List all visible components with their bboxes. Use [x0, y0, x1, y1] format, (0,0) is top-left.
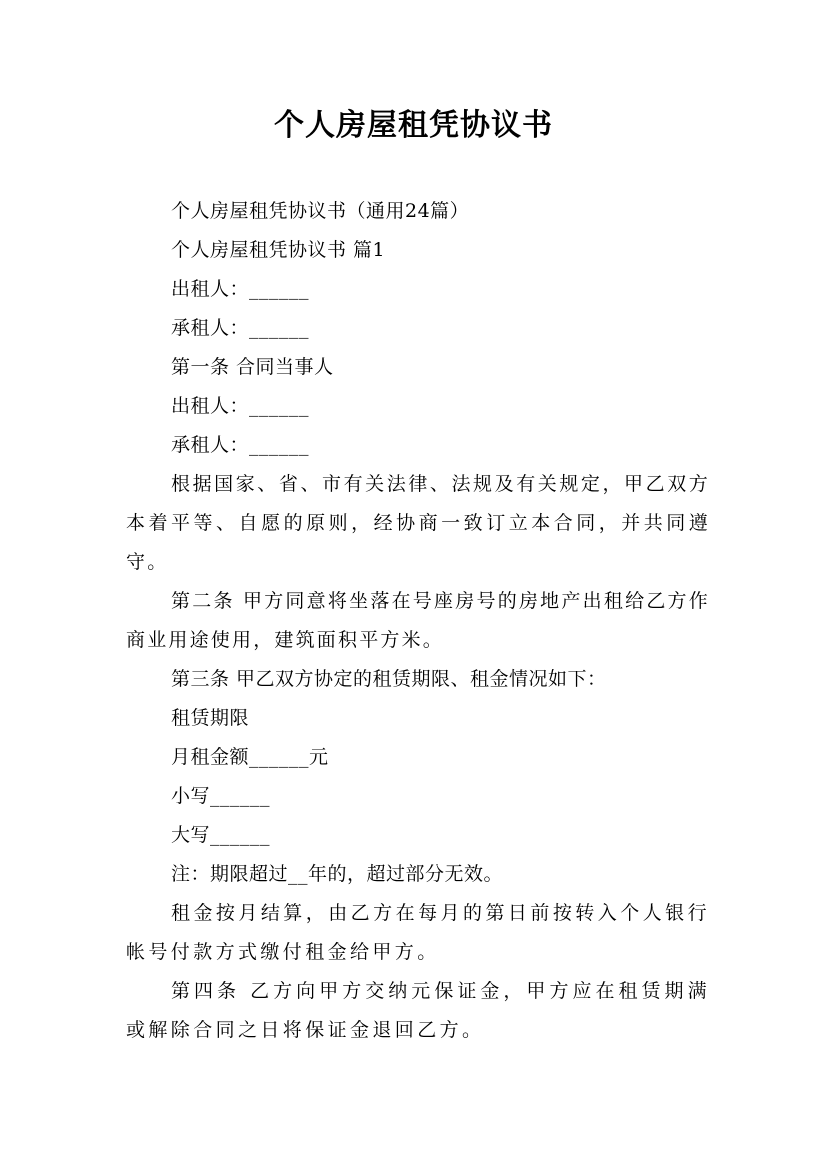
article-4-paragraph: 第四条 乙方向甲方交纳元保证金，甲方应在租赁期满或解除合同之日将保证金退回乙方。 — [126, 980, 710, 1041]
lessee-field: 承租人：______ — [171, 434, 310, 456]
preamble-paragraph: 根据国家、省、市有关法律、法规及有关规定，甲乙双方本着平等、自愿的原则，经协商一致订立本合同，并共同遵守。 — [126, 473, 710, 573]
lease-term-line: 租赁期限 — [171, 707, 250, 729]
document-body — [126, 192, 710, 1050]
rent-payment-paragraph: 租金按月结算，由乙方在每月的第日前按转入个人银行帐号付款方式缴付租金给甲方。 — [126, 902, 710, 963]
note-line: 注：期限超过__年的，超过部分无效。 — [171, 863, 504, 885]
article-1-heading: 第一条 合同当事人 — [171, 356, 334, 378]
article-2-paragraph: 第二条 甲方同意将坐落在号座房号的房地产出租给乙方作商业用途使用，建筑面积平方米。 — [126, 590, 710, 651]
lessee-field: 承租人：______ — [171, 317, 310, 339]
monthly-rent-field: 月租金额______元 — [171, 746, 329, 768]
subtitle-line: 个人房屋租凭协议书（通用24篇） — [171, 200, 470, 222]
lessor-field: 出租人：______ — [171, 278, 310, 300]
section-heading: 个人房屋租凭协议书 篇1 — [171, 239, 386, 261]
amount-figures-field: 小写______ — [171, 785, 271, 807]
lessor-field: 出租人：______ — [171, 395, 310, 417]
article-3-heading: 第三条 甲乙双方协定的租赁期限、租金情况如下： — [171, 668, 607, 690]
amount-words-field: 大写______ — [171, 824, 271, 846]
document-title: 个人房屋租凭协议书 — [274, 108, 553, 143]
